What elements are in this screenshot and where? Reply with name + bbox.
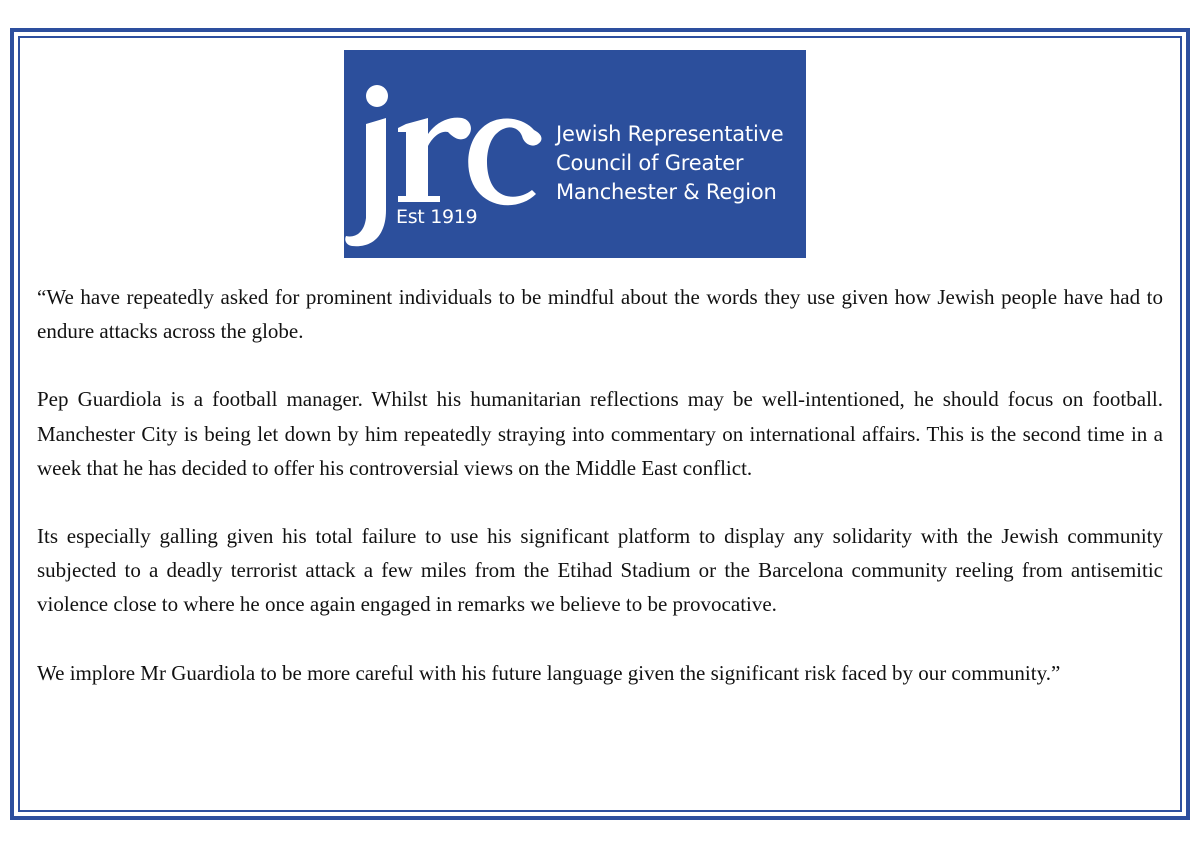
- statement-paragraph: “We have repeatedly asked for prominent individuals to be mindful about the words they use given how Jewish people have had to endure attacks across the globe.: [37, 285, 1163, 344]
- statement-paragraph: Pep Guardiola is a football manager. Whilst his humanitarian reflections may be well-intentioned, he should focus on football. Manchester City is being let down by him repeatedly straying into commentary on international affairs. This is the second time in a week that he has decided to offer his controversial views on the Middle East conflict.: [37, 387, 1163, 480]
- logo-name-line: Jewish Representative: [556, 122, 784, 146]
- logo-name-line: Council of Greater: [556, 151, 744, 175]
- statement-paragraph: Its especially galling given his total failure to use his significant platform to display any solidarity with the Jewish community subjected to a deadly terrorist attack a few miles from the Etihad Stadium or the Barcelona community reeling from antisemitic violence close to where he once again engaged in remarks we believe to be provocative.: [37, 524, 1163, 617]
- statement-paragraph: We implore Mr Guardiola to be more careful with his future language given the significant risk faced by our community.”: [37, 660, 1061, 685]
- logo-organisation-name: [556, 120, 784, 207]
- logo-name-line: Manchester & Region: [556, 180, 777, 204]
- statement-body: [37, 280, 1163, 690]
- jrc-logo: [344, 50, 806, 258]
- logo-established-text: Est 1919: [396, 206, 478, 228]
